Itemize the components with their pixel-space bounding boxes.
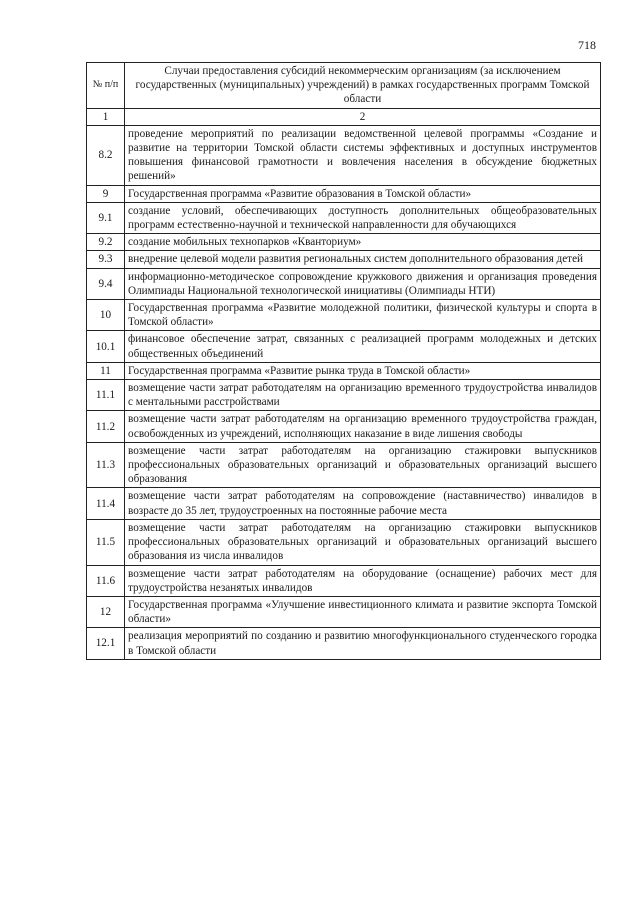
table-row bbox=[87, 488, 601, 519]
table-row bbox=[87, 411, 601, 442]
header-number-column: № п/п bbox=[87, 63, 125, 109]
program-row bbox=[87, 362, 601, 379]
page-number: 718 bbox=[578, 38, 596, 52]
row-number: 9 bbox=[87, 185, 125, 202]
row-text: возмещение части затрат работодателям на сопровождение (наставничество) инвалидов в возрасте до 35 лет, трудоустроенных на постоянные рабочие места bbox=[125, 488, 601, 519]
row-text: проведение мероприятий по реализации ведомственной целевой программы «Создание и развитие на территории Томской области системы эффективных и доступных инструментов повышения финансовой грамотности и вовлечения населения в обсуждение бюджетных решений» bbox=[125, 125, 601, 185]
row-number: 11 bbox=[87, 362, 125, 379]
row-text: финансовое обеспечение затрат, связанных с реализацией программ молодежных и детских общественных объединений bbox=[125, 331, 601, 362]
table-row bbox=[87, 565, 601, 596]
row-number: 11.3 bbox=[87, 442, 125, 488]
row-text: реализация мероприятий по созданию и развитию многофункционального студенческого городка в Томской области bbox=[125, 628, 601, 659]
table-row bbox=[87, 628, 601, 659]
row-number: 12.1 bbox=[87, 628, 125, 659]
program-row bbox=[87, 596, 601, 627]
row-text: внедрение целевой модели развития региональных систем дополнительного образования детей bbox=[125, 251, 601, 268]
row-text: возмещение части затрат работодателям на организацию временного трудоустройства граждан, освобожденных из учреждений, исполняющих наказание в виде лишения свободы bbox=[125, 411, 601, 442]
row-number: 11.6 bbox=[87, 565, 125, 596]
row-text: возмещение части затрат работодателям на организацию стажировки выпускников профессиональных образовательных организаций и образовательных организаций высшего образования bbox=[125, 442, 601, 488]
row-number: 9.4 bbox=[87, 268, 125, 299]
table-row bbox=[87, 251, 601, 268]
program-row bbox=[87, 185, 601, 202]
table-row bbox=[87, 519, 601, 565]
row-number: 9.2 bbox=[87, 234, 125, 251]
table-row bbox=[87, 125, 601, 185]
program-title: Государственная программа «Улучшение инвестиционного климата и развитие экспорта Томской области» bbox=[125, 596, 601, 627]
column-numbers-row bbox=[87, 108, 601, 125]
program-row bbox=[87, 300, 601, 331]
table-row bbox=[87, 380, 601, 411]
row-text: возмещение части затрат работодателям на оборудование (оснащение) рабочих мест для трудоустройства незанятых инвалидов bbox=[125, 565, 601, 596]
row-text: создание условий, обеспечивающих доступность дополнительных общеобразовательных программ естественно-научной и технической направленности для обучающихся bbox=[125, 202, 601, 233]
subsidy-table bbox=[86, 62, 601, 660]
column-number-2: 2 bbox=[125, 108, 601, 125]
row-number: 11.4 bbox=[87, 488, 125, 519]
row-text: информационно-методическое сопровождение кружкового движения и организация проведения Олимпиады Национальной технологической инициативы (Олимпиады НТИ) bbox=[125, 268, 601, 299]
program-title: Государственная программа «Развитие рынка труда в Томской области» bbox=[125, 362, 601, 379]
row-number: 10 bbox=[87, 300, 125, 331]
program-title: Государственная программа «Развитие образования в Томской области» bbox=[125, 185, 601, 202]
row-text: создание мобильных технопарков «Кванториум» bbox=[125, 234, 601, 251]
table-row bbox=[87, 442, 601, 488]
row-number: 11.1 bbox=[87, 380, 125, 411]
row-number: 11.5 bbox=[87, 519, 125, 565]
header-cases-column: Случаи предоставления субсидий некоммерческим организациям (за исключением государственных (муниципальных) учреждений) в рамках государственных программ Томской области bbox=[125, 63, 601, 109]
column-number-1: 1 bbox=[87, 108, 125, 125]
row-number: 9.3 bbox=[87, 251, 125, 268]
row-number: 9.1 bbox=[87, 202, 125, 233]
row-number: 8.2 bbox=[87, 125, 125, 185]
program-title: Государственная программа «Развитие молодежной политики, физической культуры и спорта в Томской области» bbox=[125, 300, 601, 331]
table-row bbox=[87, 331, 601, 362]
row-number: 11.2 bbox=[87, 411, 125, 442]
table-row bbox=[87, 268, 601, 299]
table-row bbox=[87, 202, 601, 233]
row-text: возмещение части затрат работодателям на организацию временного трудоустройства инвалидов с ментальными расстройствами bbox=[125, 380, 601, 411]
table-header-row bbox=[87, 63, 601, 109]
row-number: 12 bbox=[87, 596, 125, 627]
row-number: 10.1 bbox=[87, 331, 125, 362]
table-row bbox=[87, 234, 601, 251]
row-text: возмещение части затрат работодателям на организацию стажировки выпускников профессиональных образовательных организаций и образовательных организаций высшего образования из числа инвалидов bbox=[125, 519, 601, 565]
